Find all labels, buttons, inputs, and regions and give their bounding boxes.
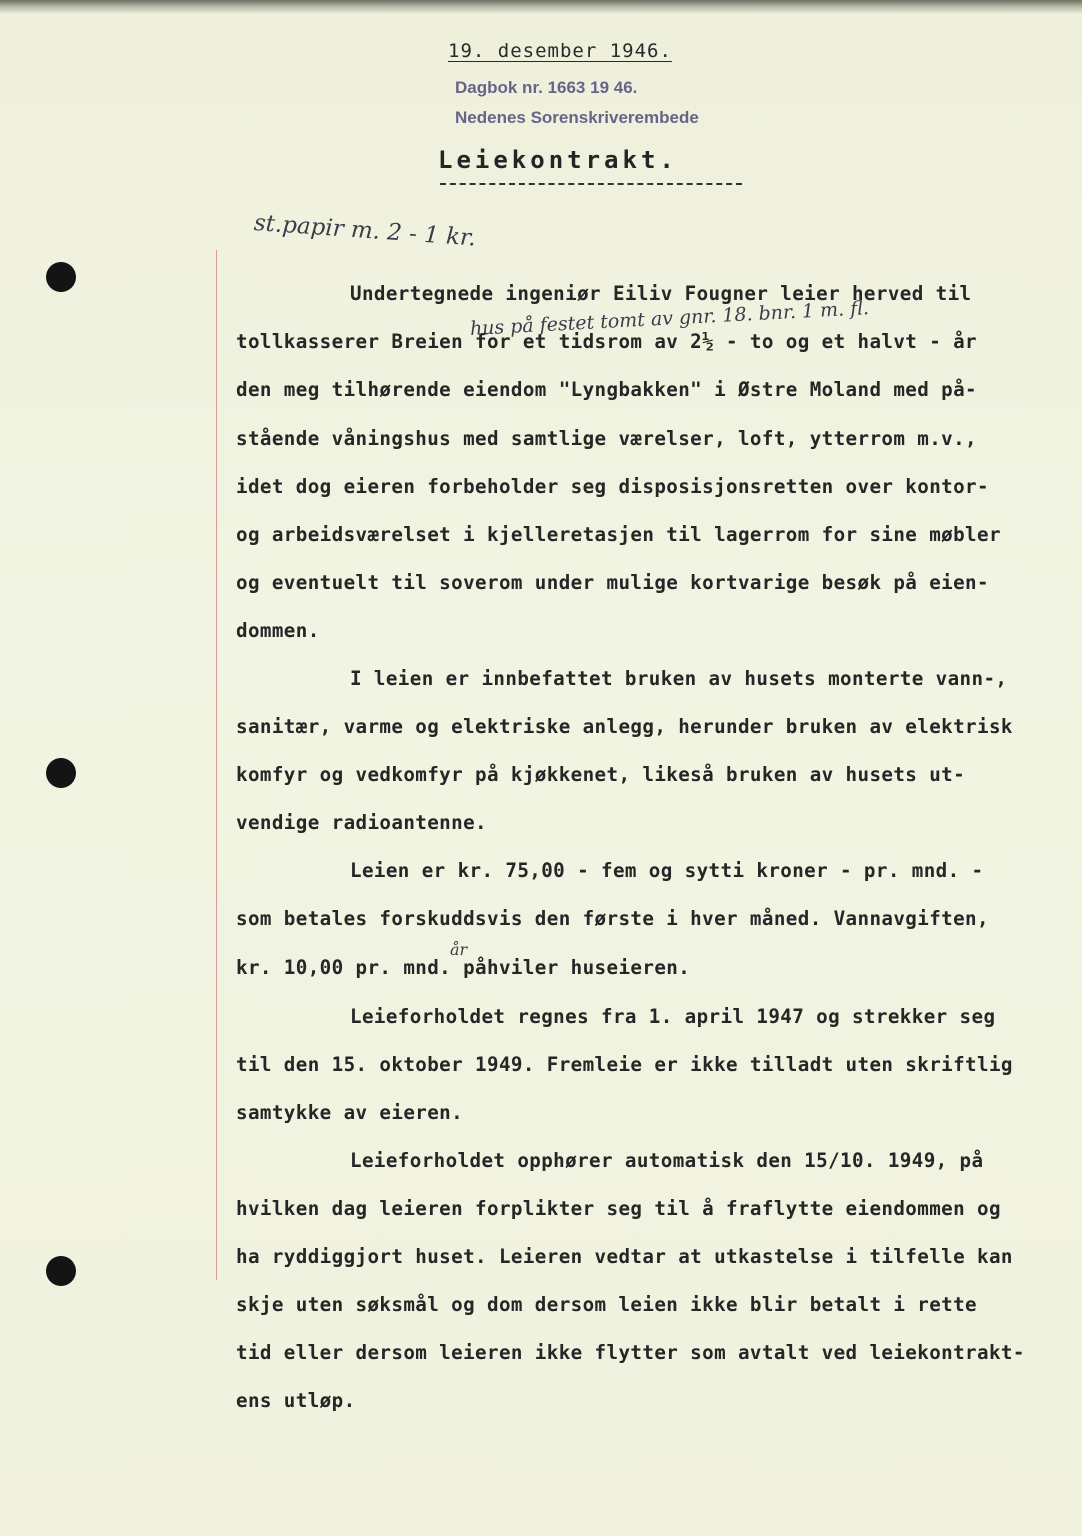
body-line: tid eller dersom leieren ikke flytter som avtalt ved leiekontrakt- bbox=[236, 1341, 1025, 1364]
stamp-dagbok: Dagbok nr. 1663 19 46. bbox=[455, 78, 638, 97]
body-line: Undertegnede ingeniør Eiliv Fougner leier herved til bbox=[350, 282, 972, 305]
handwritten-correction: år bbox=[450, 940, 468, 959]
body-line: kr. 10,00 pr. mnd. påhviler huseieren. bbox=[236, 956, 691, 979]
body-line: sanitær, varme og elektriske anlegg, herunder bruken av elektrisk bbox=[236, 715, 1013, 738]
title-underline bbox=[440, 183, 742, 185]
body-line: den meg tilhørende eiendom "Lyngbakken" i Østre Moland med på- bbox=[236, 378, 978, 401]
body-line: til den 15. oktober 1949. Fremleie er ikke tilladt uten skriftlig bbox=[236, 1053, 1013, 1076]
body-line: og eventuelt til soverom under mulige kortvarige besøk på eien- bbox=[236, 571, 989, 594]
body-line: ens utløp. bbox=[236, 1389, 356, 1412]
body-line: tollkasserer Breien for et tidsrom av 2½ - to og et halvt - år bbox=[236, 330, 978, 353]
body-line: vendige radioantenne. bbox=[236, 811, 487, 834]
body-line: Leieforholdet opphører automatisk den 15/10. 1949, på bbox=[350, 1149, 984, 1172]
body-line: som betales forskuddsvis den første i hver måned. Vannavgiften, bbox=[236, 907, 989, 930]
body-line: dommen. bbox=[236, 619, 320, 642]
stamp-office: Nedenes Sorenskriverembede bbox=[455, 108, 699, 127]
body-line: Leieforholdet regnes fra 1. april 1947 og strekker seg bbox=[350, 1005, 996, 1028]
body-line: idet dog eieren forbeholder seg disposisjonsretten over kontor- bbox=[236, 475, 989, 498]
handwritten-interlinear-note: hus på festet tomt av gnr. 18. bnr. 1 m. fl. bbox=[469, 297, 870, 340]
punch-hole-icon bbox=[46, 758, 76, 788]
body-line: skje uten søksmål og dom dersom leien ikke blir betalt i rette bbox=[236, 1293, 978, 1316]
body-line: I leien er innbefattet bruken av husets monterte vann-, bbox=[350, 667, 1008, 690]
punch-hole-icon bbox=[46, 262, 76, 292]
handwritten-margin-note: st.papir m. 2 - 1 kr. bbox=[253, 210, 477, 252]
body-line: hvilken dag leieren forplikter seg til å fraflytte eiendommen og bbox=[236, 1197, 1001, 1220]
document-date: 19. desember 1946. bbox=[448, 40, 672, 62]
body-line: samtykke av eieren. bbox=[236, 1101, 464, 1124]
body-line: komfyr og vedkomfyr på kjøkkenet, likeså bruken av husets ut- bbox=[236, 763, 966, 786]
margin-rule bbox=[216, 250, 217, 1280]
scan-edge-shadow bbox=[0, 0, 1082, 14]
punch-hole-icon bbox=[46, 1256, 76, 1286]
document-title: Leiekontrakt. bbox=[438, 146, 678, 174]
body-line: stående våningshus med samtlige værelser, loft, ytterrom m.v., bbox=[236, 427, 978, 450]
body-line: og arbeidsværelset i kjelleretasjen til lagerrom for sine møbler bbox=[236, 523, 1001, 546]
body-line: Leien er kr. 75,00 - fem og sytti kroner - pr. mnd. - bbox=[350, 859, 984, 882]
body-line: ha ryddiggjort huset. Leieren vedtar at utkastelse i tilfelle kan bbox=[236, 1245, 1013, 1268]
